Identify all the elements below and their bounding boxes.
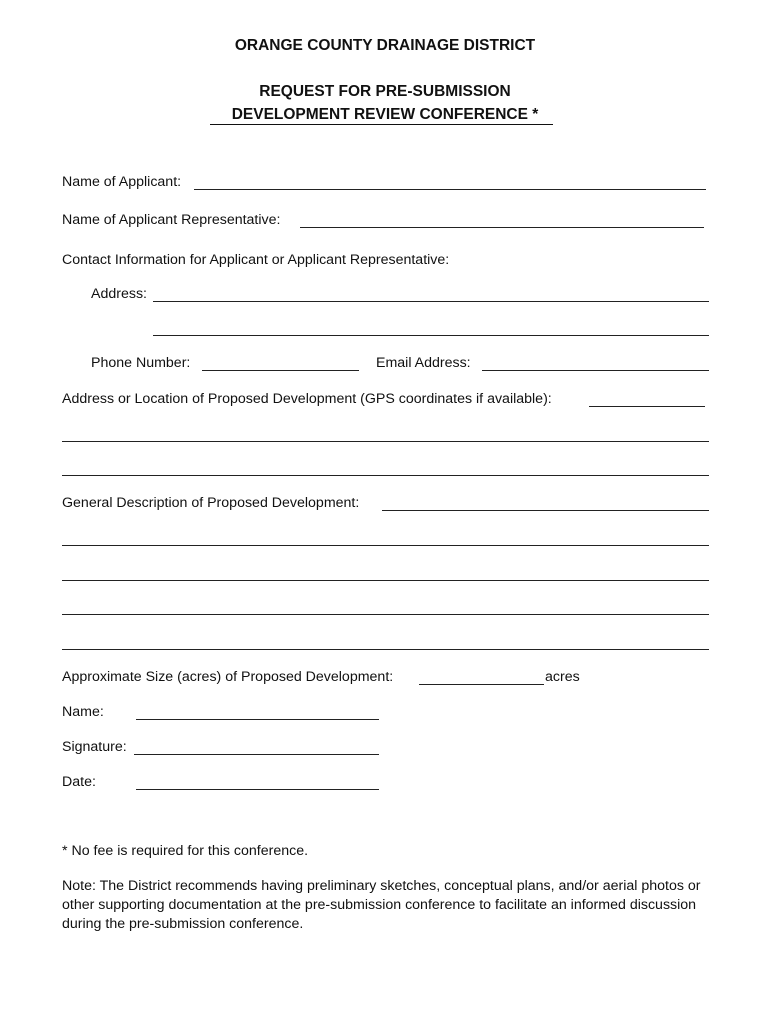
address-label: Address: (91, 286, 147, 302)
description-field-line1[interactable] (382, 510, 709, 511)
email-field[interactable] (482, 370, 709, 371)
name-field[interactable] (136, 719, 379, 720)
date-label: Date: (62, 774, 96, 790)
location-field-line3[interactable] (62, 475, 709, 476)
name-label: Name: (62, 704, 104, 720)
description-field-line5[interactable] (62, 649, 709, 650)
phone-field[interactable] (202, 370, 359, 371)
applicant-rep-label: Name of Applicant Representative: (62, 212, 281, 228)
description-field-line4[interactable] (62, 614, 709, 615)
email-label: Email Address: (376, 355, 471, 371)
location-label: Address or Location of Proposed Development (GPS coordinates if available): (62, 391, 552, 407)
applicant-name-field[interactable] (194, 189, 706, 190)
date-field[interactable] (136, 789, 379, 790)
fee-note: * No fee is required for this conference. (62, 843, 309, 859)
phone-label: Phone Number: (91, 355, 191, 371)
signature-field[interactable] (134, 754, 379, 755)
size-label: Approximate Size (acres) of Proposed Development: (62, 669, 394, 685)
location-field-line2[interactable] (62, 441, 709, 442)
request-title-line1: REQUEST FOR PRE-SUBMISSION (259, 83, 511, 100)
location-field-line1[interactable] (589, 406, 705, 407)
applicant-name-label: Name of Applicant: (62, 174, 182, 190)
address-field-line2[interactable] (153, 335, 709, 336)
size-field[interactable] (419, 684, 544, 685)
address-field-line1[interactable] (153, 301, 709, 302)
contact-info-label: Contact Information for Applicant or Applicant Representative: (62, 252, 450, 268)
description-field-line2[interactable] (62, 545, 709, 546)
district-title: ORANGE COUNTY DRAINAGE DISTRICT (234, 37, 536, 54)
title-underline (210, 124, 553, 125)
description-field-line3[interactable] (62, 580, 709, 581)
signature-label: Signature: (62, 739, 127, 755)
recommendation-note: Note: The District recommends having preliminary sketches, conceptual plans, and/or aerial photos or other supporting documentation at the pre-submission conference to facilitate an informed discussion during the pre-submission conference. (62, 878, 701, 932)
size-unit: acres (545, 669, 580, 685)
request-title-line2: DEVELOPMENT REVIEW CONFERENCE * (231, 106, 539, 123)
description-label: General Description of Proposed Development: (62, 495, 360, 511)
applicant-rep-field[interactable] (300, 227, 704, 228)
